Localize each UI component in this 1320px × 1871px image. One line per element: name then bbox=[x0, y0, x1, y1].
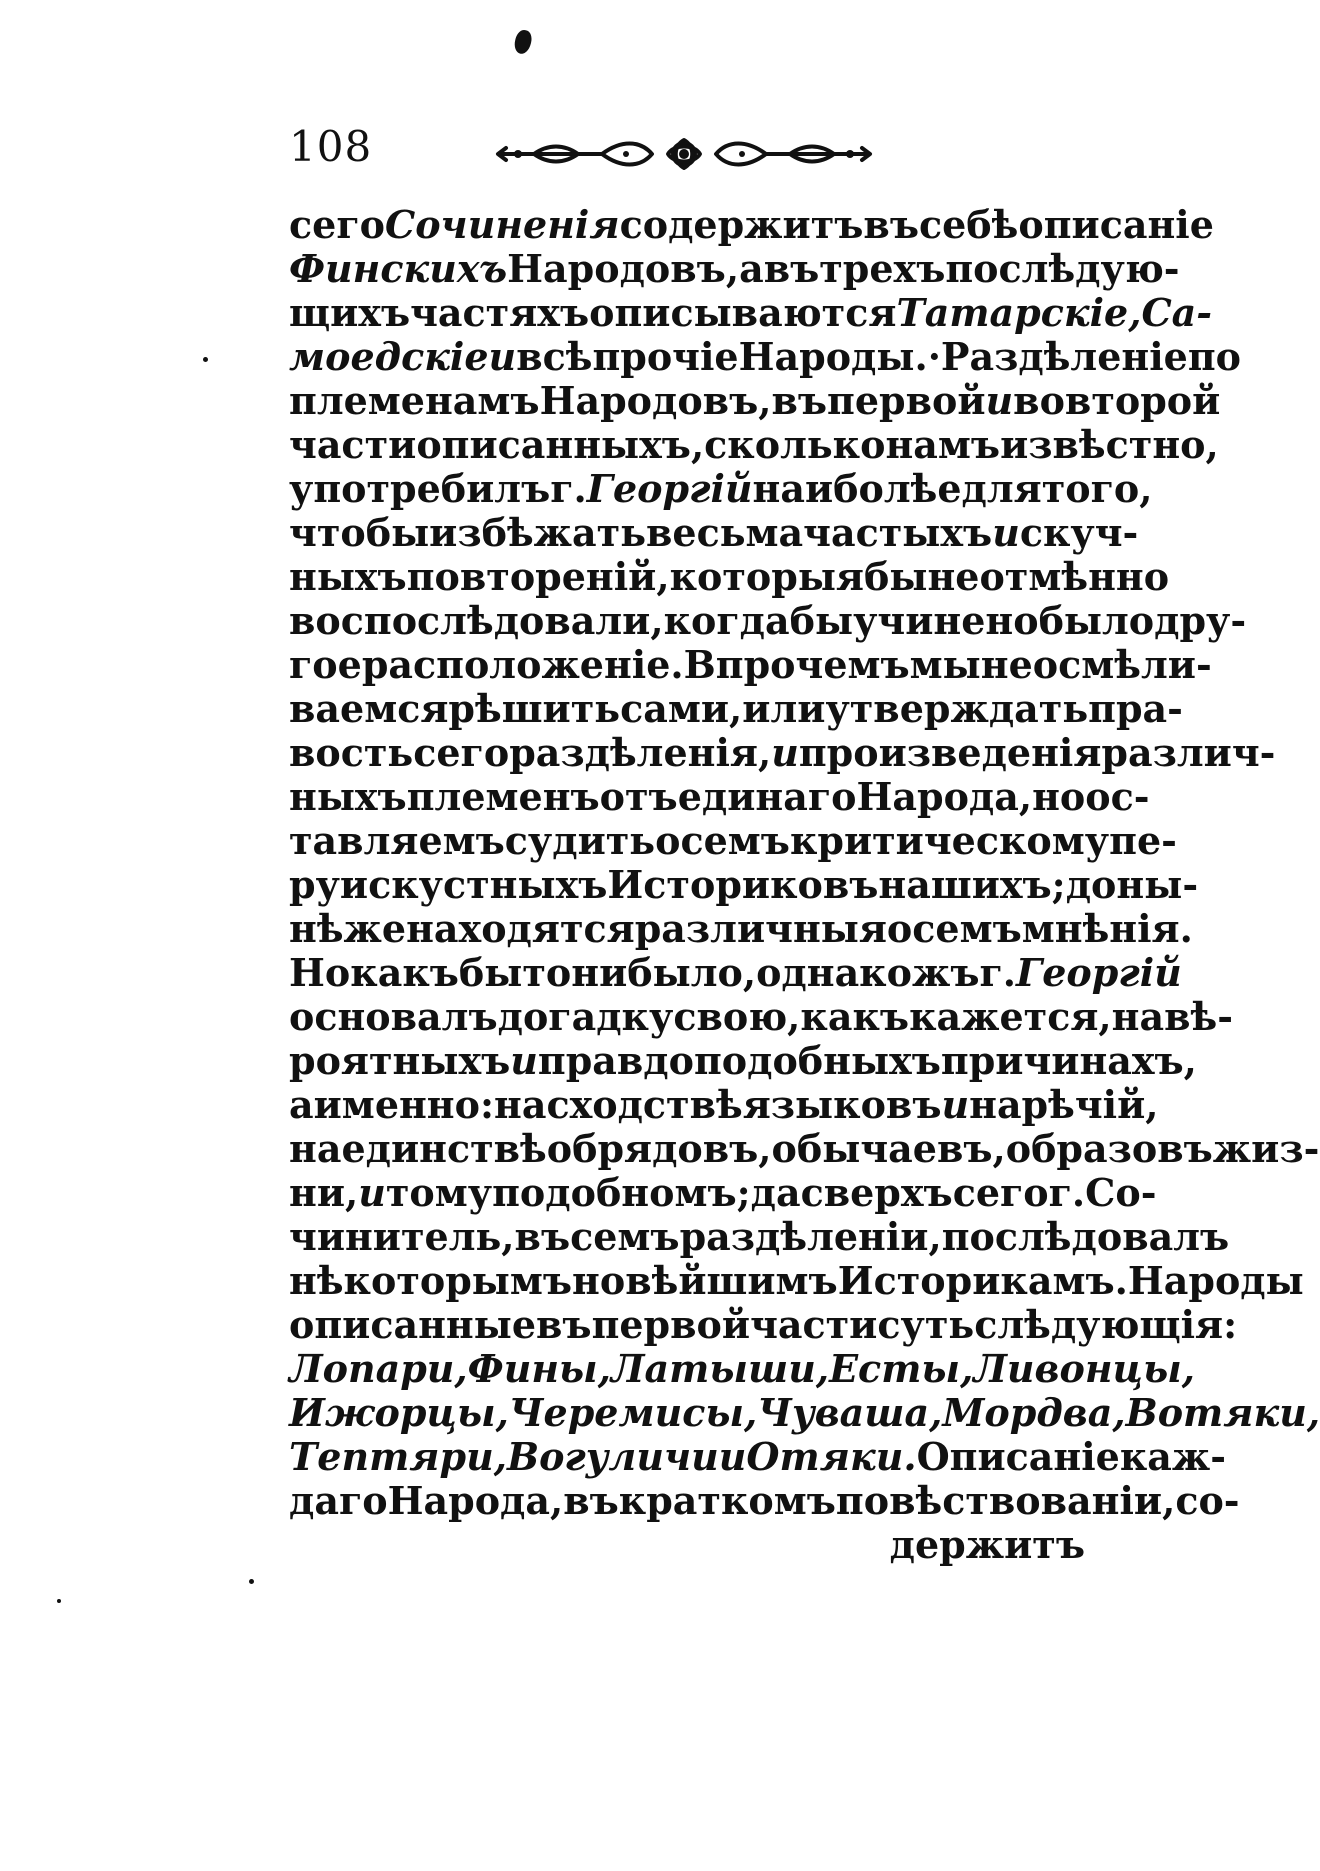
word: рѣшить bbox=[448, 686, 621, 731]
word: г. bbox=[979, 950, 1017, 995]
word: именно: bbox=[313, 1082, 494, 1127]
print-speck-icon bbox=[203, 357, 208, 362]
word: сего bbox=[952, 1170, 1049, 1215]
word: о bbox=[886, 906, 913, 951]
word: подобномъ; bbox=[492, 1170, 751, 1215]
word: ны- bbox=[1116, 862, 1199, 907]
text-line bbox=[289, 202, 1214, 247]
ink-blot-icon bbox=[512, 28, 533, 55]
word: чинитель, bbox=[289, 1214, 515, 1259]
word: повтореній, bbox=[406, 554, 670, 599]
word: себѣ bbox=[918, 202, 1019, 247]
word: въ bbox=[563, 1478, 619, 1523]
word: единствѣ bbox=[341, 1126, 547, 1171]
text-line bbox=[289, 1082, 1159, 1127]
word: даго bbox=[289, 1478, 388, 1523]
word: на bbox=[1111, 994, 1165, 1039]
word: для bbox=[961, 466, 1042, 511]
word: на bbox=[289, 1126, 342, 1171]
word: кажется, bbox=[909, 994, 1112, 1039]
word: причинахъ, bbox=[940, 1038, 1197, 1083]
word: щихъ bbox=[289, 290, 411, 335]
text-line bbox=[289, 994, 1234, 1039]
word: Народовъ, bbox=[539, 378, 772, 423]
text-line bbox=[289, 774, 1150, 819]
word: критическому bbox=[789, 818, 1110, 863]
word: скуч- bbox=[1019, 510, 1139, 555]
floral-rule-icon bbox=[498, 136, 870, 172]
word: бы bbox=[365, 510, 430, 555]
print-speck-icon bbox=[57, 1599, 61, 1603]
text-line bbox=[289, 554, 1170, 599]
word: жиз- bbox=[1212, 1126, 1320, 1171]
word: Георгій bbox=[586, 466, 753, 511]
text-line bbox=[289, 1170, 1157, 1215]
word: Черемисы, bbox=[508, 1390, 758, 1435]
word: семъ bbox=[680, 818, 790, 863]
word: Ливонцы, bbox=[973, 1346, 1195, 1391]
word: осмѣли- bbox=[1032, 642, 1212, 687]
text-line bbox=[289, 730, 1276, 775]
word: ни bbox=[571, 950, 628, 995]
word: г. bbox=[1048, 1170, 1086, 1215]
word: сами, bbox=[620, 686, 743, 731]
word: свою, bbox=[673, 994, 801, 1039]
word: каж- bbox=[1119, 1434, 1227, 1479]
text-line bbox=[289, 862, 1199, 907]
word: Георгій bbox=[1016, 950, 1182, 995]
word: и bbox=[358, 1170, 386, 1215]
word: обычаевъ, bbox=[771, 1126, 1006, 1171]
text-line bbox=[289, 334, 1241, 379]
word: суть bbox=[877, 1302, 975, 1347]
word: образовъ bbox=[1005, 1126, 1213, 1171]
word: сколько bbox=[704, 422, 886, 467]
word: различ- bbox=[1101, 730, 1276, 775]
word: всѣ bbox=[516, 334, 593, 379]
text-line bbox=[289, 950, 1182, 995]
word: ни, bbox=[289, 1170, 359, 1215]
word: Есты, bbox=[829, 1346, 974, 1391]
word: Народы.·Раздѣленіе bbox=[738, 334, 1188, 379]
word: пра- bbox=[1088, 686, 1183, 731]
word: Фины, bbox=[467, 1346, 611, 1391]
word: весьма bbox=[646, 510, 804, 555]
text-line bbox=[289, 1126, 1320, 1171]
word: ныхъ bbox=[289, 774, 407, 819]
word: въ bbox=[763, 246, 820, 291]
word: Описаніе bbox=[916, 1434, 1120, 1479]
word: послѣдовалъ bbox=[941, 1214, 1230, 1259]
word: во bbox=[1013, 378, 1065, 423]
word: что bbox=[289, 510, 366, 555]
text-line bbox=[289, 1214, 1230, 1259]
word: первой bbox=[827, 378, 986, 423]
word: ныхъ bbox=[289, 554, 407, 599]
word: первой bbox=[591, 1302, 751, 1347]
word: гое bbox=[289, 642, 362, 687]
word: племенамъ bbox=[289, 378, 540, 423]
word: второй bbox=[1064, 378, 1221, 423]
text-line bbox=[289, 1038, 1197, 1083]
word: держитъ bbox=[889, 1522, 1085, 1567]
text-line bbox=[289, 1434, 1227, 1479]
word: но bbox=[1032, 774, 1086, 819]
word: племенъ bbox=[406, 774, 600, 819]
word: Народы bbox=[1127, 1258, 1304, 1303]
word: учинено bbox=[853, 598, 1039, 643]
word: раздѣленіи, bbox=[679, 1214, 942, 1259]
word: мнѣнія. bbox=[1021, 906, 1193, 951]
word: нѣ bbox=[289, 906, 344, 951]
text-line bbox=[289, 1258, 1304, 1303]
word: языковъ bbox=[742, 1082, 942, 1127]
word: новѣйшимъ bbox=[572, 1258, 838, 1303]
word: различныя bbox=[634, 906, 887, 951]
word: было, bbox=[627, 950, 757, 995]
word: ос- bbox=[1085, 774, 1150, 819]
word: сего bbox=[413, 730, 510, 775]
word: Вогуличи bbox=[506, 1434, 719, 1479]
word: въ bbox=[536, 1302, 592, 1347]
word: и bbox=[771, 730, 799, 775]
word: или bbox=[742, 686, 826, 731]
word: избѣжать bbox=[429, 510, 647, 555]
word: же bbox=[343, 906, 407, 951]
word: Ижорцы, bbox=[289, 1390, 509, 1435]
word: и bbox=[992, 510, 1020, 555]
word: отъ bbox=[599, 774, 678, 819]
text-line bbox=[289, 290, 1213, 335]
word: до bbox=[1065, 862, 1117, 907]
word: Тептяри, bbox=[289, 1434, 507, 1479]
word: послѣдую- bbox=[945, 246, 1180, 291]
word: Отяки. bbox=[746, 1434, 917, 1479]
word: сверхъ bbox=[800, 1170, 953, 1215]
text-line bbox=[289, 642, 1212, 687]
text-line bbox=[289, 598, 1247, 643]
word: пе- bbox=[1109, 818, 1177, 863]
word: не bbox=[980, 642, 1033, 687]
word: мы bbox=[909, 642, 981, 687]
text-line bbox=[289, 378, 1221, 423]
word: и bbox=[941, 1082, 970, 1127]
word: со- bbox=[1175, 1478, 1240, 1523]
word: бы bbox=[864, 554, 928, 599]
text-line bbox=[289, 1523, 1085, 1567]
word: въ bbox=[514, 1214, 571, 1259]
word: Лопари, bbox=[289, 1346, 468, 1391]
word: вѣ- bbox=[1164, 994, 1234, 1039]
word: Сочиненія bbox=[384, 202, 620, 247]
word: Са- bbox=[1141, 290, 1213, 335]
word: и bbox=[510, 1038, 538, 1083]
word: а bbox=[289, 1082, 314, 1127]
word: нарѣчій, bbox=[969, 1082, 1159, 1127]
text-line bbox=[289, 510, 1139, 555]
word: какъ bbox=[800, 994, 910, 1039]
word: когда bbox=[663, 598, 790, 643]
word: Вотяки, bbox=[1125, 1390, 1320, 1435]
word: Чуваша, bbox=[757, 1390, 943, 1435]
word: основалъ bbox=[289, 994, 498, 1039]
word: раздѣленія, bbox=[509, 730, 772, 775]
main-text bbox=[289, 202, 1320, 1567]
word: и bbox=[985, 378, 1014, 423]
word: искустныхъ bbox=[339, 862, 608, 907]
word: вость bbox=[289, 730, 414, 775]
text-line bbox=[289, 1302, 1238, 1347]
word: того, bbox=[1041, 466, 1153, 511]
word: прочіе bbox=[592, 334, 739, 379]
word: Народа, bbox=[387, 1478, 564, 1523]
word: повѣствованіи, bbox=[835, 1478, 1176, 1523]
word: употребилъ bbox=[289, 466, 551, 511]
word: расположеніе. bbox=[361, 642, 684, 687]
word: сходствѣ bbox=[546, 1082, 743, 1127]
word: семъ bbox=[570, 1214, 680, 1259]
word: намъ bbox=[885, 422, 1001, 467]
word: о bbox=[655, 818, 681, 863]
page-number: 108 bbox=[289, 122, 373, 171]
word: то bbox=[522, 950, 572, 995]
text-line bbox=[289, 686, 1183, 731]
word: бы bbox=[789, 598, 854, 643]
word: а bbox=[739, 246, 764, 291]
word: произведенія bbox=[798, 730, 1102, 775]
word: догадку bbox=[497, 994, 674, 1039]
word: ваемся bbox=[289, 686, 449, 731]
word: частяхъ bbox=[410, 290, 590, 335]
word: на bbox=[494, 1082, 547, 1127]
word: и bbox=[488, 334, 517, 379]
word: бы bbox=[458, 950, 523, 995]
word: Но bbox=[289, 950, 351, 995]
word: роятныхъ bbox=[289, 1038, 511, 1083]
word: нашихъ; bbox=[878, 862, 1066, 907]
word: части bbox=[750, 1302, 878, 1347]
word: Народовъ, bbox=[507, 246, 740, 291]
word: г. bbox=[550, 466, 587, 511]
word: описываются bbox=[589, 290, 897, 335]
word: воспослѣдовали, bbox=[289, 598, 664, 643]
text-line bbox=[289, 1390, 1320, 1435]
word: семъ bbox=[912, 906, 1022, 951]
word: описанныхъ, bbox=[416, 422, 705, 467]
text-line bbox=[289, 1478, 1240, 1523]
word: которыя bbox=[669, 554, 865, 599]
word: однакожъ bbox=[756, 950, 980, 995]
word: описаніе bbox=[1018, 202, 1214, 247]
word: въ bbox=[863, 202, 919, 247]
text-line bbox=[289, 466, 1153, 511]
word: правдоподобныхъ bbox=[537, 1038, 941, 1083]
word: Финскихъ bbox=[289, 246, 508, 291]
word: содержитъ bbox=[619, 202, 864, 247]
word: какъ bbox=[350, 950, 459, 995]
word: утверждать bbox=[825, 686, 1089, 731]
text-line bbox=[289, 1346, 1195, 1391]
word: единаго bbox=[677, 774, 857, 819]
word: частыхъ bbox=[803, 510, 993, 555]
text-line bbox=[289, 246, 1180, 291]
word: обрядовъ, bbox=[546, 1126, 772, 1171]
word: Народа, bbox=[856, 774, 1033, 819]
word: ру bbox=[289, 862, 340, 907]
word: описанные bbox=[289, 1302, 536, 1347]
word: находятся bbox=[406, 906, 635, 951]
word: наиболѣе bbox=[752, 466, 962, 511]
word: Татарскіе, bbox=[896, 290, 1142, 335]
word: трехъ bbox=[819, 246, 946, 291]
word: нѣкоторымъ bbox=[289, 1258, 573, 1303]
word: сего bbox=[289, 202, 385, 247]
word: судить bbox=[504, 818, 656, 863]
text-line bbox=[289, 906, 1193, 951]
word: да bbox=[750, 1170, 801, 1215]
word: тому bbox=[385, 1170, 493, 1215]
word: по bbox=[1187, 334, 1241, 379]
word: неотмѣнно bbox=[927, 554, 1170, 599]
print-speck-icon bbox=[249, 1579, 254, 1584]
word: Латыши, bbox=[610, 1346, 830, 1391]
word: и bbox=[718, 1434, 747, 1479]
text-line bbox=[289, 818, 1177, 863]
word: въ bbox=[771, 378, 828, 423]
word: Со- bbox=[1085, 1170, 1157, 1215]
word: дру- bbox=[1154, 598, 1247, 643]
word: Мордва, bbox=[942, 1390, 1126, 1435]
text-line bbox=[289, 422, 1219, 467]
word: Впрочемъ bbox=[683, 642, 910, 687]
word: было bbox=[1038, 598, 1155, 643]
word: краткомъ bbox=[618, 1478, 836, 1523]
word: извѣстно, bbox=[1000, 422, 1219, 467]
word: части bbox=[289, 422, 417, 467]
word: моедскіе bbox=[289, 334, 489, 379]
word: слѣдующія: bbox=[974, 1302, 1238, 1347]
word: Историковъ bbox=[607, 862, 879, 907]
word: Историкамъ. bbox=[837, 1258, 1128, 1303]
word: тавляемъ bbox=[289, 818, 505, 863]
